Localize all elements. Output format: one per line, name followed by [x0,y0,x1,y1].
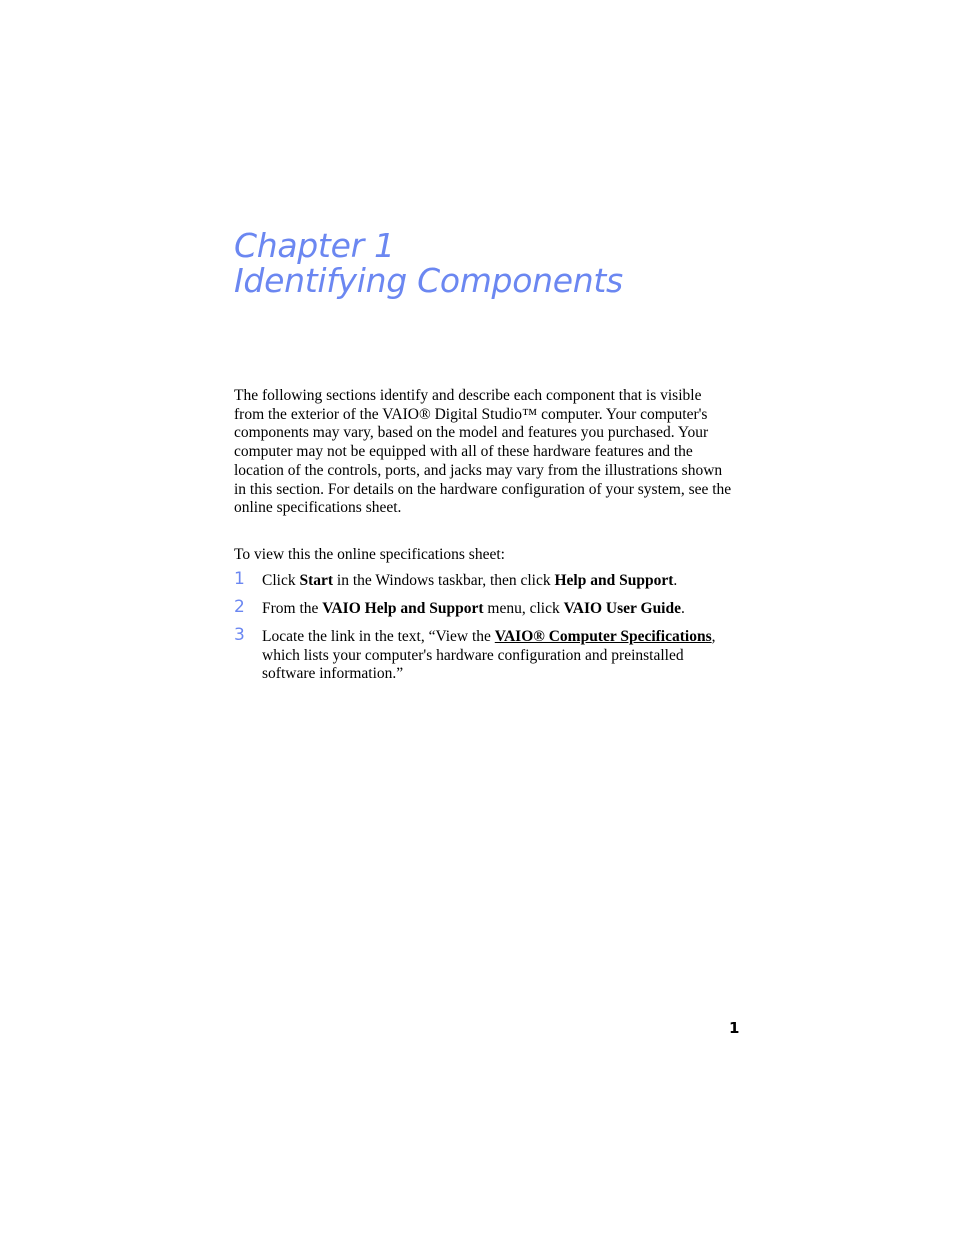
step-text [262,600,685,617]
start-label: Start [299,572,334,589]
vaio-help-and-support-label: VAIO Help and Support [322,600,484,617]
step-item [234,569,734,591]
computer-specifications-link[interactable]: VAIO® Computer Specifications [494,628,712,645]
step-item [234,597,734,619]
step-text-part: , which lists your computer's hardware configuration and preinstalled software information.” [262,628,716,683]
step-text-part: menu, click [483,600,564,617]
step-text-part: Click [262,572,300,589]
step-text-part: Locate the link in the text, “View the [262,628,495,645]
step-text-part: in the Windows taskbar, then click [333,572,555,589]
step-text-part: . [681,600,685,617]
step-text-part: From the [262,600,323,617]
step-text [262,572,677,589]
step-number: 3 [234,625,245,645]
vaio-user-guide-label: VAIO User Guide [563,600,681,617]
steps-list [234,569,734,693]
help-and-support-label: Help and Support [554,572,674,589]
chapter-name: Identifying Components [234,261,623,300]
instructions-lead-in: To view this the online specifications sheet: [234,546,505,563]
chapter-number: Chapter 1 [234,226,395,265]
intro-paragraph: The following sections identify and describe each component that is visible from the exterior of the VAIO® Digital Studio™ computer. Your computer's components may vary, based on the model and features you purchased. Your computer may not be equipped with all of these hardware features and the location of the controls, ports, and jacks may vary from the illustrations shown in this section. For details on the hardware configuration of your system, see the online specifications sheet. [234,387,732,517]
step-text-part: . [673,572,678,589]
step-item [234,625,734,684]
chapter-title [234,228,623,298]
step-text [262,628,715,682]
page-number: 1 [729,1019,740,1037]
step-number: 2 [234,597,245,617]
step-number: 1 [234,569,245,589]
